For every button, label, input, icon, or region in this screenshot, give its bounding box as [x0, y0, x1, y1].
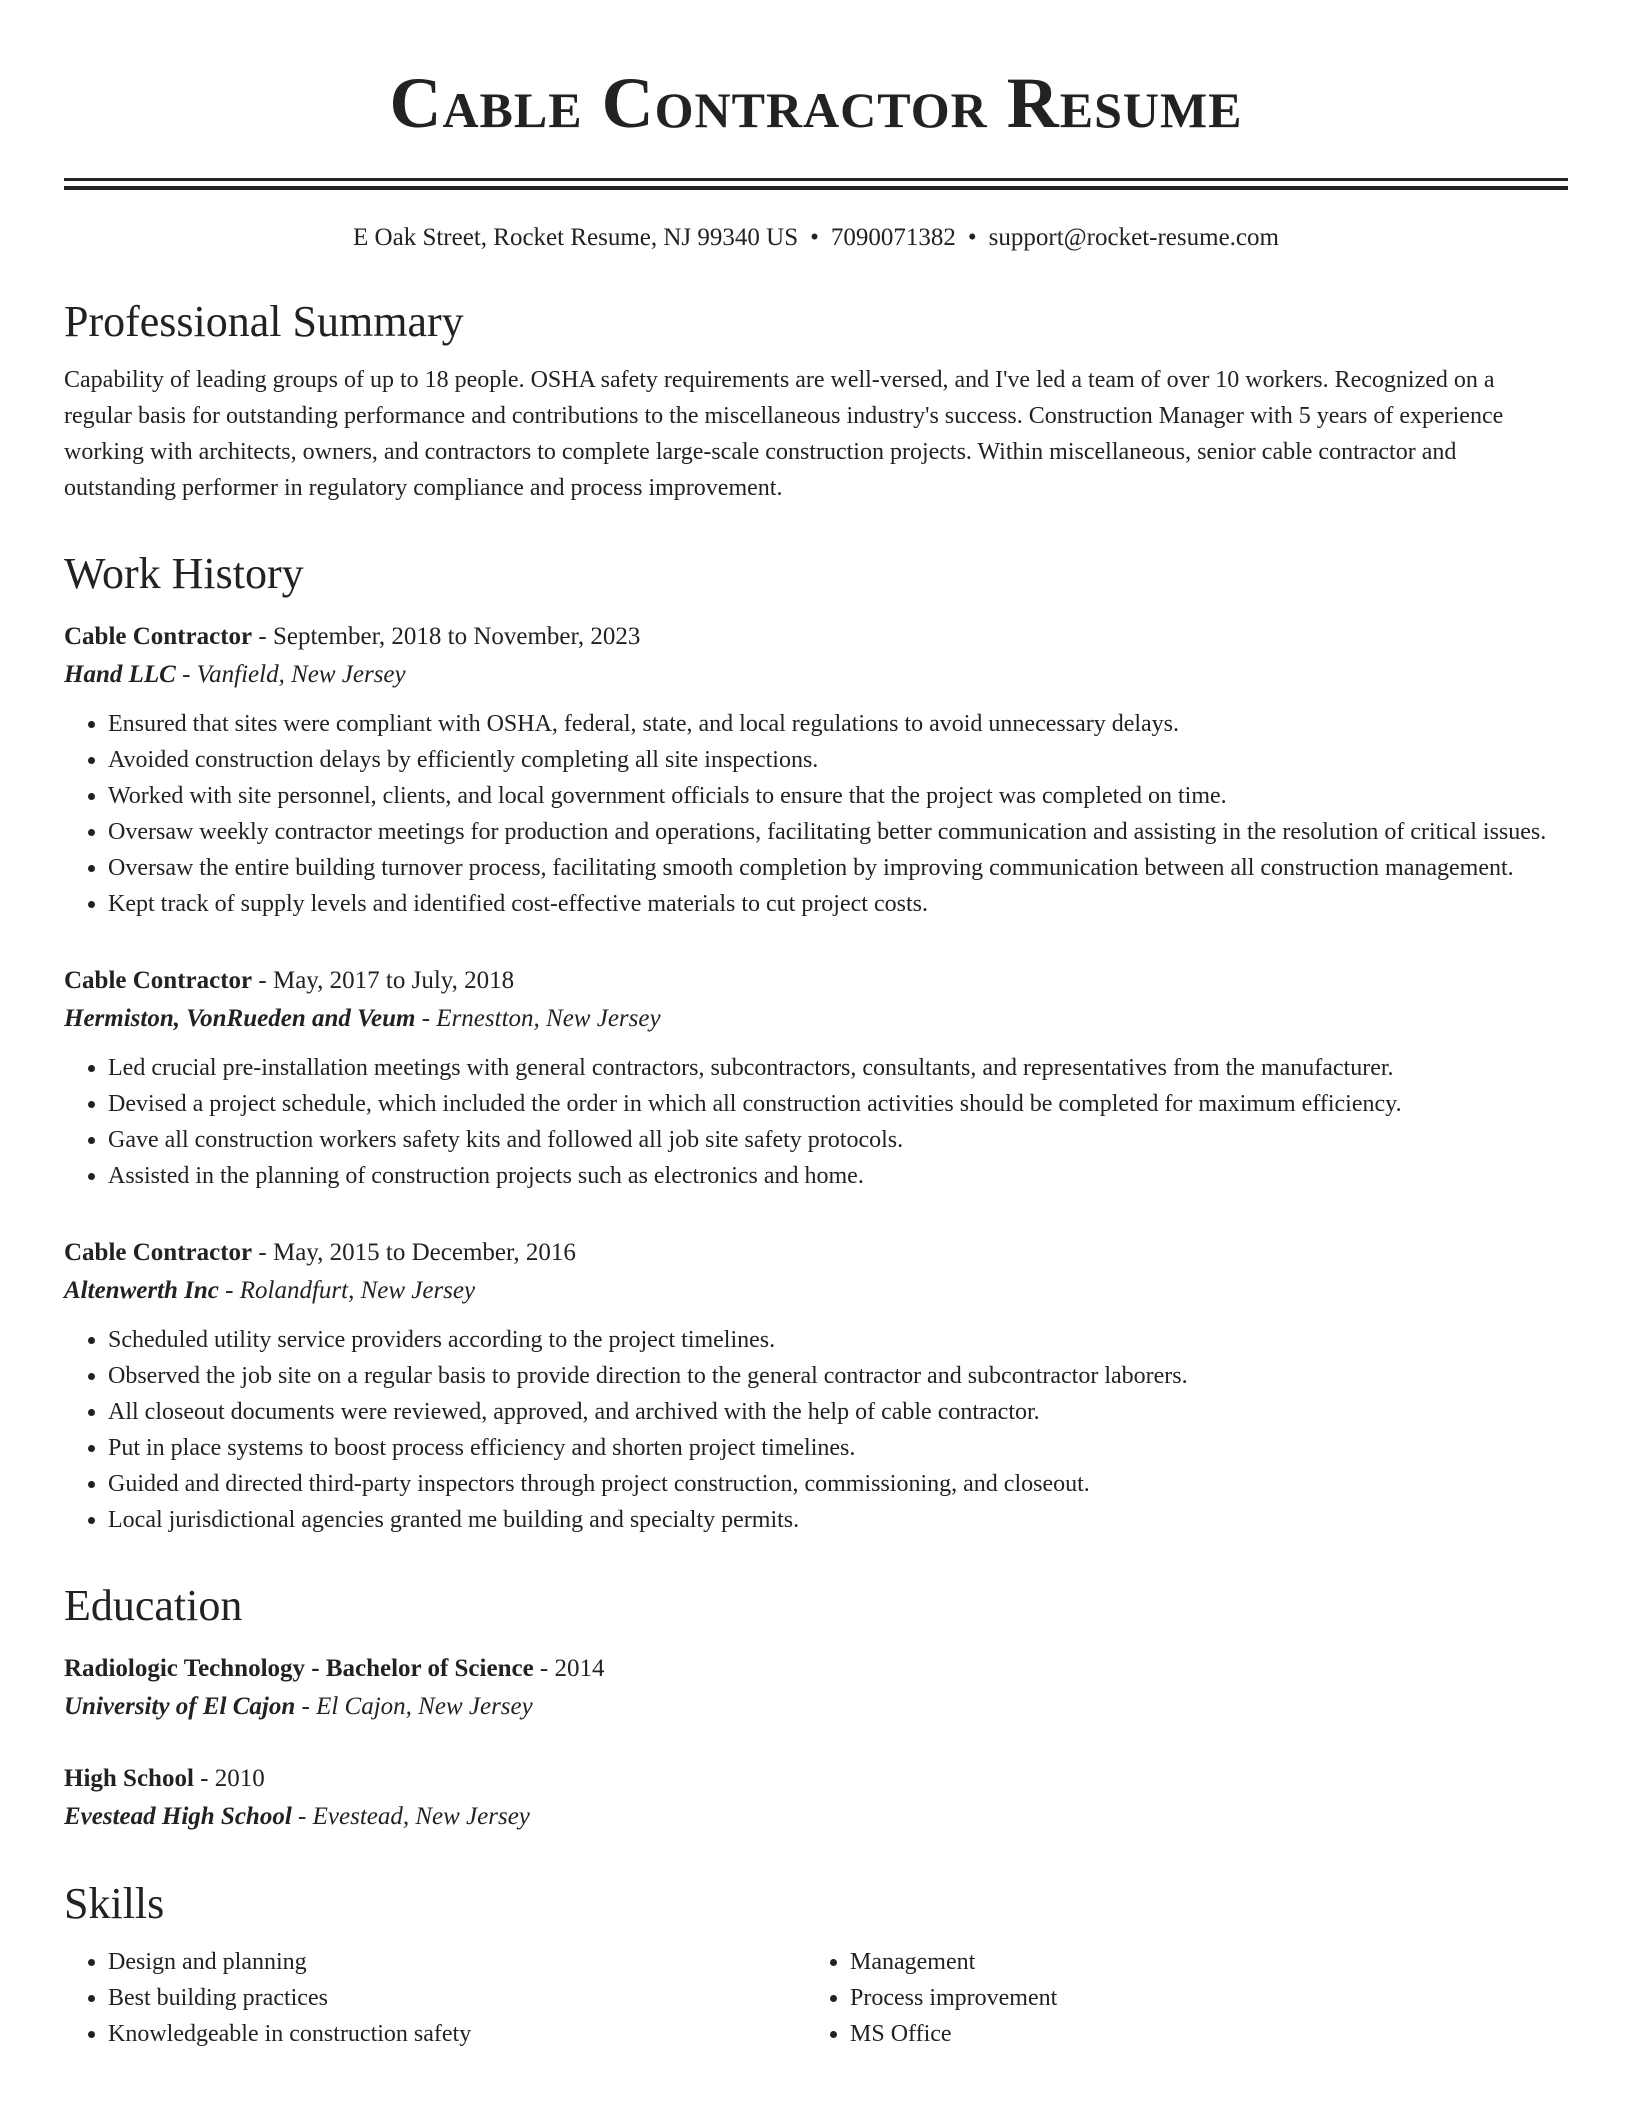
job-dates: - May, 2017 to July, 2018 — [252, 967, 515, 994]
duty-item: • Local jurisdictional agencies granted me building and specialty permits. — [108, 1502, 1568, 1538]
degree-year: - 2010 — [193, 1765, 265, 1792]
school-line — [64, 1798, 1568, 1836]
duty-item: • Ensured that sites were compliant with OSHA, federal, state, and local regulations to avoid unnecessary delays. — [108, 706, 1568, 742]
job-company: Hermiston, VonRueden and Veum — [64, 1005, 416, 1032]
contact-separator: • — [967, 224, 977, 251]
duty-item: • Avoided construction delays by efficiently completing all site inspections. — [108, 742, 1568, 778]
duty-item: • Scheduled utility service providers according to the project timelines. — [108, 1322, 1568, 1358]
skill-item: • Knowledgeable in construction safety — [108, 2016, 806, 2052]
summary-heading: Professional Summary — [64, 297, 464, 346]
skills-column-right — [806, 1944, 1548, 2052]
skills-list — [64, 1944, 1568, 2052]
job-location: - Ernestton, New Jersey — [415, 1005, 661, 1032]
skill-item: • Best building practices — [108, 1980, 806, 2016]
resume-title: Cable Contractor Resume — [389, 63, 1243, 143]
education-heading: Education — [64, 1581, 243, 1630]
education-entry — [64, 1760, 1568, 1836]
degree-year: - 2014 — [533, 1655, 605, 1682]
job-entry — [64, 618, 1568, 922]
title-divider — [64, 178, 1568, 190]
duty-item: • Devised a project schedule, which included the order in which all construction activities should be completed for maximum efficiency. — [108, 1086, 1568, 1122]
skills-heading: Skills — [64, 1879, 165, 1928]
duty-item: • Guided and directed third-party inspectors through project construction, commissioning, and closeout. — [108, 1466, 1568, 1502]
contact-separator: • — [810, 224, 819, 251]
job-location: - Rolandfurt, New Jersey — [218, 1277, 476, 1304]
education-entry — [64, 1650, 1568, 1726]
school-line — [64, 1688, 1568, 1726]
skill-item: • Process improvement — [850, 1980, 1548, 2016]
job-duties — [64, 1050, 1568, 1194]
school-name: Evestead High School — [64, 1803, 292, 1830]
duty-item: • Gave all construction workers safety kits and followed all job site safety protocols. — [108, 1122, 1568, 1158]
degree-name: High School — [64, 1765, 194, 1792]
job-title-line — [64, 618, 1568, 656]
duty-item: • Oversaw the entire building turnover process, facilitating smooth completion by improving communication between all construction management. — [108, 850, 1568, 886]
job-company: Altenwerth Inc — [64, 1277, 219, 1304]
job-company: Hand LLC — [64, 661, 176, 688]
skill-item: • MS Office — [850, 2016, 1548, 2052]
skill-item: • Design and planning — [108, 1944, 806, 1980]
job-title-line — [64, 1234, 1568, 1272]
job-entry — [64, 962, 1568, 1194]
job-duties — [64, 706, 1568, 922]
duty-item: • Worked with site personnel, clients, and local government officials to ensure that the project was completed on time. — [108, 778, 1568, 814]
contact-line — [64, 222, 1568, 254]
job-company-line — [64, 656, 1568, 694]
work-history-heading: Work History — [64, 549, 304, 598]
contact-phone: 7090071382 — [830, 224, 956, 251]
job-role: Cable Contractor — [64, 623, 253, 650]
contact-address: E Oak Street, Rocket Resume, NJ 99340 US — [353, 224, 799, 251]
summary-text: Capability of leading groups of up to 18 people. OSHA safety requirements are well-versed, and I've led a team of over 10 workers. Recognized on a regular basis for outstanding performance and contributions to the miscellaneous industry's success. Construction Manager with 5 years of experience working with architects, owners, and contractors to complete large-scale construction projects. Within miscellaneous, senior cable contractor and outstanding performer in regulatory compliance and process improvement. — [64, 367, 1504, 501]
duty-item: • All closeout documents were reviewed, approved, and archived with the help of cable contractor. — [108, 1394, 1568, 1430]
contact-email: support@rocket-resume.com — [988, 224, 1279, 251]
degree-name: Radiologic Technology - Bachelor of Science — [64, 1655, 534, 1682]
school-location: - El Cajon, New Jersey — [295, 1693, 533, 1720]
duty-item: • Oversaw weekly contractor meetings for production and operations, facilitating better communication and assisting in the resolution of critical issues. — [108, 814, 1568, 850]
school-name: University of El Cajon — [64, 1693, 296, 1720]
skill-item: • Management — [850, 1944, 1548, 1980]
job-role: Cable Contractor — [64, 1239, 253, 1266]
school-location: - Evestead, New Jersey — [291, 1803, 530, 1830]
job-duties — [64, 1322, 1568, 1538]
degree-line — [64, 1650, 1568, 1688]
job-location: - Vanfield, New Jersey — [175, 661, 406, 688]
job-title-line — [64, 962, 1568, 1000]
duty-item: • Kept track of supply levels and identified cost-effective materials to cut project costs. — [108, 886, 1568, 922]
job-company-line — [64, 1272, 1568, 1310]
job-entry — [64, 1234, 1568, 1538]
job-company-line — [64, 1000, 1568, 1038]
duty-item: • Assisted in the planning of construction projects such as electronics and home. — [108, 1158, 1568, 1194]
duty-item: • Observed the job site on a regular basis to provide direction to the general contractor and subcontractor laborers. — [108, 1358, 1568, 1394]
job-dates: - September, 2018 to November, 2023 — [252, 623, 641, 650]
job-dates: - May, 2015 to December, 2016 — [252, 1239, 576, 1266]
duty-item: • Put in place systems to boost process efficiency and shorten project timelines. — [108, 1430, 1568, 1466]
job-role: Cable Contractor — [64, 967, 253, 994]
duty-item: • Led crucial pre-installation meetings with general contractors, subcontractors, consultants, and representatives from the manufacturer. — [108, 1050, 1568, 1086]
degree-line — [64, 1760, 1568, 1798]
skills-column-left — [64, 1944, 806, 2052]
